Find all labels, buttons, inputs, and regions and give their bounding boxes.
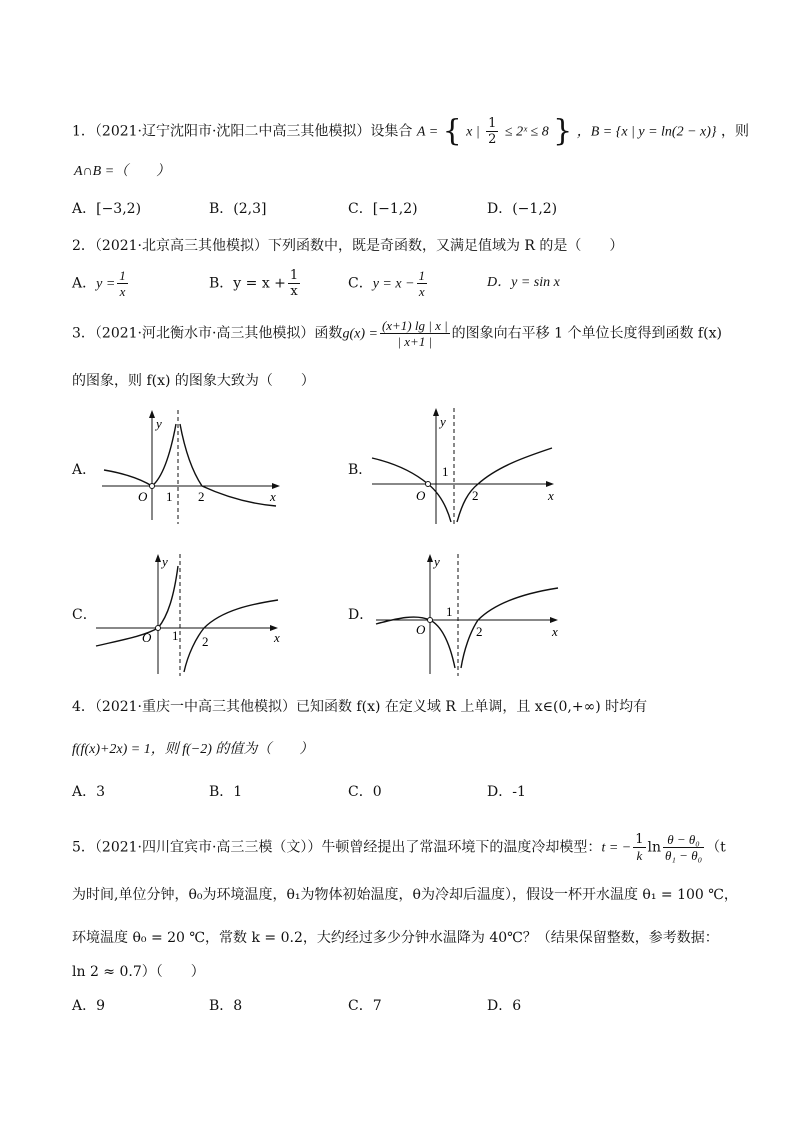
q5-line4: ln 2 ≈ 0.7）（ ）	[72, 964, 205, 980]
q2-option-b	[209, 268, 302, 299]
frac-den: x	[290, 284, 298, 299]
right-brace: }	[553, 113, 573, 149]
q1-stem	[72, 113, 749, 149]
option-fraction	[417, 268, 428, 299]
option-lhs: y = x −	[372, 276, 415, 292]
q3-stem	[72, 318, 722, 349]
q5-line3: 环境温度 θ₀ = 20 ℃，常数 k = 0.2，大约经过多少分钟水温降为 40℃？（结果保留整数，参考数据：	[72, 930, 719, 946]
q5-formula-lhs: t = −	[601, 840, 632, 856]
tick-1: 1	[172, 628, 179, 643]
curve-right	[180, 424, 276, 506]
frac-den: x	[418, 284, 425, 299]
option-fraction	[288, 268, 300, 299]
x-axis-arrow-icon	[546, 481, 554, 487]
q4-option-c: C．0	[348, 784, 382, 800]
graph-b	[368, 404, 563, 530]
x-label: x	[270, 489, 276, 504]
q4-option-b: B．1	[209, 784, 243, 800]
tick-1: 1	[442, 464, 449, 479]
q5-stem	[72, 832, 726, 863]
curve-right	[184, 600, 278, 672]
frac-den: | x+1 |	[397, 334, 433, 349]
q1-option-b: B．(2,3]	[209, 201, 267, 217]
q3-g-lhs: g(x) =	[342, 326, 378, 342]
frac-den: x	[119, 284, 126, 299]
x-label: x	[548, 488, 554, 503]
q2-option-a	[72, 268, 130, 299]
origin-label: O	[138, 489, 148, 504]
frac-num: 1	[289, 268, 299, 283]
curve-right	[457, 448, 552, 522]
q1-line2: A∩B =（ ）	[74, 164, 171, 179]
q3-fraction	[380, 318, 450, 349]
x-label: x	[274, 630, 280, 645]
tick-2: 2	[472, 488, 479, 503]
tick-1: 1	[446, 604, 453, 619]
graph-d	[372, 550, 567, 680]
q1-option-c: C．[−1,2)	[348, 201, 418, 217]
x-axis-arrow-icon	[550, 617, 558, 623]
option-lhs: y = x +	[233, 275, 286, 292]
q5-line2: 为时间,单位分钟，θ₀为环境温度，θ₁为物体初始温度，θ为冷却后温度），假设一杯开水温度 θ₁ = 100 ℃，	[72, 887, 738, 903]
tick-1: 1	[166, 489, 173, 504]
option-fraction	[117, 268, 128, 299]
curve-left	[96, 566, 178, 646]
tick-2: 2	[476, 624, 483, 639]
origin-label: O	[416, 622, 426, 637]
frac-num: 1	[488, 116, 497, 131]
origin-dot	[426, 482, 431, 487]
q2-option-d: D．y = sin x	[487, 275, 560, 290]
tick-2: 2	[198, 489, 205, 504]
q4-line2: f(f(x)+2x) = 1，则 f(−2) 的值为（ ）	[72, 742, 314, 757]
option-label: A．	[72, 275, 97, 292]
q1-option-d: D．(−1,2)	[487, 201, 558, 217]
curve-left	[372, 458, 451, 522]
y-axis-arrow-icon	[155, 554, 161, 562]
q4-option-d: D．-1	[487, 784, 526, 800]
frac-num: 1	[119, 268, 126, 283]
y-label: y	[434, 554, 440, 569]
y-label: y	[156, 416, 162, 431]
q5-option-d: D．6	[487, 998, 522, 1014]
graph-c	[92, 550, 287, 680]
origin-dot	[156, 626, 161, 631]
frac-num: 1	[635, 832, 644, 847]
q1-prefix: 1．（2021·辽宁沈阳市·沈阳二中高三其他模拟）设集合	[72, 123, 413, 140]
option-lhs: y =	[96, 276, 116, 292]
x-label: x	[552, 624, 558, 639]
graph-a	[98, 406, 288, 526]
origin-dot	[428, 618, 433, 623]
q5-option-b: B．8	[209, 998, 243, 1014]
q1-option-a: A．[−3,2)	[72, 201, 142, 217]
y-axis-arrow-icon	[433, 408, 439, 416]
q1-setA-body: x |	[466, 124, 480, 140]
q5-k-fraction	[633, 832, 645, 863]
q5-theta-fraction	[663, 832, 704, 863]
q3-suffix: 的图象向右平移 1 个单位长度得到函数 f(x)	[451, 325, 722, 342]
option-label: B．	[209, 275, 234, 292]
graph-c-label: C．	[72, 607, 97, 623]
q1-setB: ，B = {x | y = ln(2 − x)}	[576, 124, 717, 140]
graph-d-label: D．	[348, 607, 374, 623]
q2-stem: 2．（2021·北京高三其他模拟）下列函数中，既是奇函数，又满足值域为 R 的是（ ）	[72, 238, 624, 254]
frac-den: θ₁ − θ₀	[665, 848, 703, 863]
graph-a-label: A．	[72, 462, 97, 478]
origin-label: O	[416, 488, 426, 503]
q4-line1: 4．（2021·重庆一中高三其他模拟）已知函数 f(x) 在定义域 R 上单调，且 x∈(0,+∞) 时均有	[72, 699, 648, 715]
q1-setA-rest: ≤ 2ˣ ≤ 8	[504, 124, 549, 140]
q2-option-c	[348, 268, 429, 299]
q1-setA-lhs: A =	[416, 124, 439, 140]
q1-suffix: ，则	[720, 123, 749, 140]
curve-left	[104, 424, 176, 486]
option-label: C．	[348, 275, 373, 292]
q3-line2: 的图象，则 f(x) 的图象大致为（ ）	[72, 373, 315, 389]
q5-option-c: C．7	[348, 998, 382, 1014]
q5-ln: ln	[647, 839, 662, 856]
q5-option-a: A．9	[72, 998, 106, 1014]
q1-fraction	[486, 116, 498, 147]
q3-prefix: 3．（2021·河北衡水市·高三其他模拟）函数	[72, 325, 343, 342]
q4-option-a: A．3	[72, 784, 106, 800]
y-axis-arrow-icon	[427, 554, 433, 562]
q5-suffix: （t	[706, 839, 726, 856]
q5-prefix: 5．（2021·四川宜宾市·高三三模（文））牛顿曾经提出了常温环境下的温度冷却模型：	[72, 839, 602, 856]
y-label: y	[162, 554, 168, 569]
frac-den: 2	[488, 132, 497, 147]
frac-num: θ − θ₀	[663, 832, 704, 848]
frac-num: 1	[418, 268, 426, 283]
origin-dot	[150, 484, 155, 489]
y-label: y	[440, 414, 446, 429]
graph-b-label: B．	[348, 462, 373, 478]
left-brace: {	[442, 113, 462, 149]
origin-label: O	[142, 630, 152, 645]
frac-den: k	[636, 848, 643, 863]
frac-num: (x+1) lg | x |	[381, 318, 448, 333]
tick-2: 2	[202, 634, 209, 649]
y-axis-arrow-icon	[149, 410, 155, 418]
